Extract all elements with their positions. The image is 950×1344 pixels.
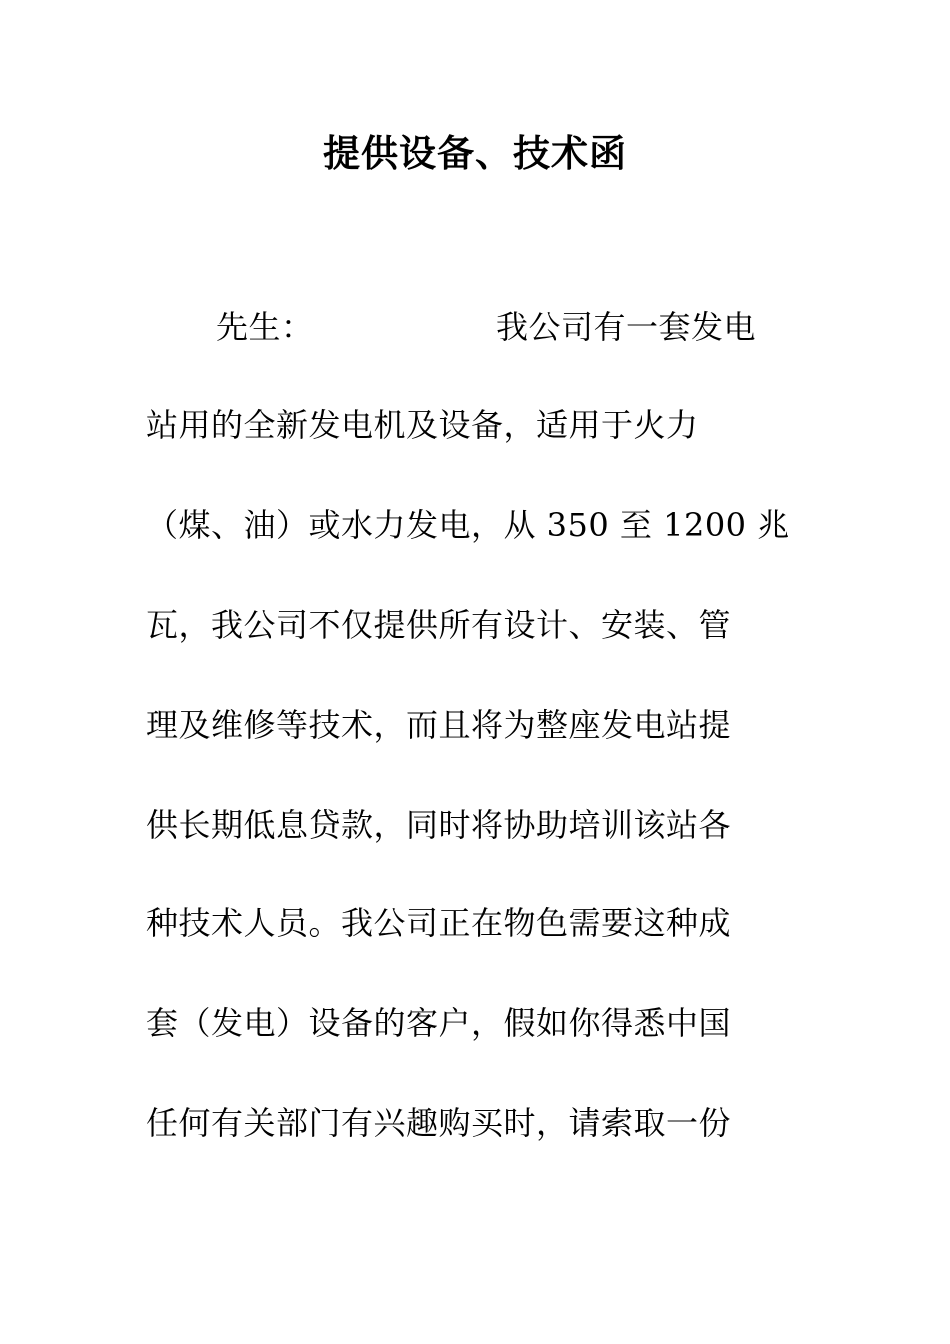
salutation: 先生： <box>216 308 314 346</box>
body-line: 任何有关部门有兴趣购买时，请索取一份 <box>146 1104 732 1142</box>
document-title: 提供设备、技术函 <box>323 132 627 175</box>
body-line: 种技术人员。我公司正在物色需要这种成 <box>146 904 732 942</box>
opening-text: 我公司有一套发电 <box>496 308 757 346</box>
body-line: 套（发电）设备的客户，假如你得悉中国 <box>146 1004 732 1042</box>
body-line: 站用的全新发电机及设备，适用于火力 <box>146 406 699 444</box>
body-line: 理及维修等技术，而且将为整座发电站提 <box>146 706 732 744</box>
body-line: （煤、油）或水力发电，从 350 至 1200 兆 <box>146 506 790 544</box>
body-line: 瓦，我公司不仅提供所有设计、安装、管 <box>146 606 732 644</box>
body-line: 供长期低息贷款，同时将协助培训该站各 <box>146 806 732 844</box>
